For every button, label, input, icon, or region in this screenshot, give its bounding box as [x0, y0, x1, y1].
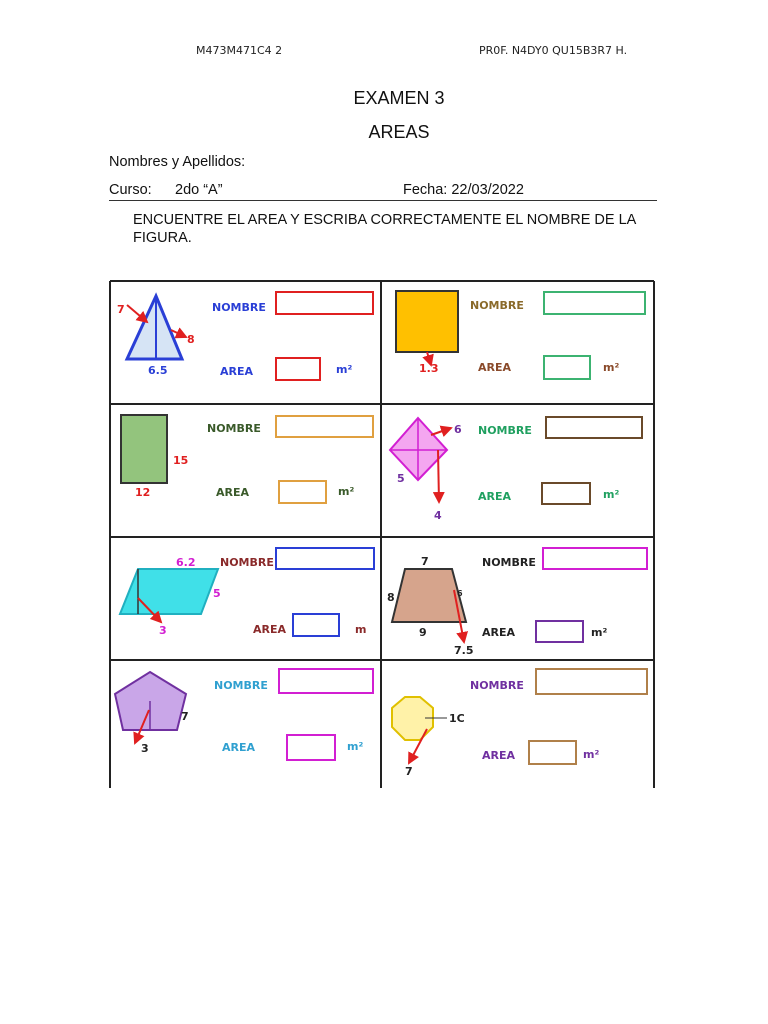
parallelogram-shape — [120, 569, 218, 614]
area-answer-box[interactable] — [529, 741, 576, 764]
trap-label-b: 8 — [387, 591, 395, 604]
name-answer-box[interactable] — [544, 292, 645, 314]
triangle-shape — [127, 296, 182, 359]
nombre-label: NOMBRE — [482, 556, 536, 569]
name-answer-box[interactable] — [276, 548, 374, 569]
cell-rhombus — [390, 417, 642, 522]
trap-label-a: 7 — [421, 555, 429, 568]
area-label: AREA — [220, 365, 254, 378]
name-answer-box[interactable] — [279, 669, 373, 693]
nombre-label: NOMBRE — [207, 422, 261, 435]
trap-label-e: 6 — [457, 589, 463, 598]
area-answer-box[interactable] — [544, 356, 590, 379]
rectangle-label-w: 12 — [135, 486, 151, 499]
unit-label: m² — [347, 740, 364, 753]
header-subject: M473M471C4 2 — [196, 44, 283, 57]
unit-label: m² — [336, 363, 353, 376]
area-label: AREA — [216, 486, 250, 499]
cell-pentagon — [115, 669, 373, 760]
date-label: Fecha: 22/03/2022 — [403, 182, 524, 198]
square-shape — [396, 291, 458, 352]
area-label: AREA — [253, 623, 287, 636]
triangle-label-c: 6.5 — [148, 364, 168, 377]
area-label: AREA — [482, 749, 516, 762]
unit-label: m² — [603, 361, 620, 374]
cell-square — [396, 291, 645, 379]
cell-parallelogram — [120, 548, 374, 637]
unit-label: m² — [603, 488, 620, 501]
name-answer-box[interactable] — [276, 292, 373, 314]
triangle-label-a: 7 — [117, 303, 125, 316]
name-answer-box[interactable] — [536, 669, 647, 694]
pent-label-b: 3 — [141, 742, 149, 755]
oct-label-b: 7 — [405, 765, 413, 778]
unit-label: m — [355, 623, 367, 636]
area-answer-box[interactable] — [276, 358, 320, 380]
name-answer-box[interactable] — [276, 416, 373, 437]
pent-label-a: 7 — [181, 710, 189, 723]
unit-label: m² — [591, 626, 608, 639]
area-answer-box[interactable] — [536, 621, 583, 642]
course-label: Curso: — [109, 182, 152, 198]
header-rule — [109, 200, 657, 201]
nombre-label: NOMBRE — [214, 679, 268, 692]
cell-triangle — [117, 292, 373, 380]
unit-label: m² — [583, 748, 600, 761]
nombre-label: NOMBRE — [212, 301, 266, 314]
square-label-a: 1.3 — [419, 362, 439, 375]
cell-trapezoid — [387, 548, 647, 657]
area-answer-box[interactable] — [279, 481, 326, 503]
cell-octagon — [392, 669, 647, 778]
nombre-label: NOMBRE — [220, 556, 274, 569]
name-answer-box[interactable] — [543, 548, 647, 569]
nombre-label: NOMBRE — [478, 424, 532, 437]
instruction-text: ENCUENTRE EL AREA Y ESCRIBA CORRECTAMENTE EL NOMBRE DE LA FIGURA. — [133, 212, 636, 246]
header-teacher: PR0F. N4DY0 QU15B3R7 H. — [479, 44, 628, 57]
rectangle-shape — [121, 415, 167, 483]
exam-title: EXAMEN 3 — [353, 88, 445, 108]
oct-label-a: 1C — [449, 712, 465, 725]
area-label: AREA — [482, 626, 516, 639]
triangle-label-b: 8 — [187, 333, 195, 346]
grid-lines — [110, 281, 654, 788]
cell-rectangle — [121, 415, 373, 503]
name-answer-box[interactable] — [546, 417, 642, 438]
rhombus-label-a: 6 — [454, 423, 462, 436]
para-label-a: 6.2 — [176, 556, 196, 569]
unit-label: m² — [338, 485, 355, 498]
course-value: 2do “A” — [175, 182, 223, 198]
nombre-label: NOMBRE — [470, 299, 524, 312]
area-answer-box[interactable] — [293, 614, 339, 636]
names-label: Nombres y Apellidos: — [109, 154, 246, 170]
area-answer-box[interactable] — [287, 735, 335, 760]
nombre-label: NOMBRE — [470, 679, 524, 692]
exercise-grid — [109, 280, 657, 790]
rectangle-label-h: 15 — [173, 454, 189, 467]
trap-label-c: 9 — [419, 626, 427, 639]
rhombus-label-b: 5 — [397, 472, 405, 485]
trap-label-d: 7.5 — [454, 644, 474, 657]
area-label: AREA — [478, 361, 512, 374]
rhombus-label-c: 4 — [434, 509, 442, 522]
area-label: AREA — [478, 490, 512, 503]
exam-subtitle: AREAS — [368, 122, 430, 142]
para-label-b: 5 — [213, 587, 221, 600]
area-answer-box[interactable] — [542, 483, 590, 504]
area-label: AREA — [222, 741, 256, 754]
para-label-c: 3 — [159, 624, 167, 637]
